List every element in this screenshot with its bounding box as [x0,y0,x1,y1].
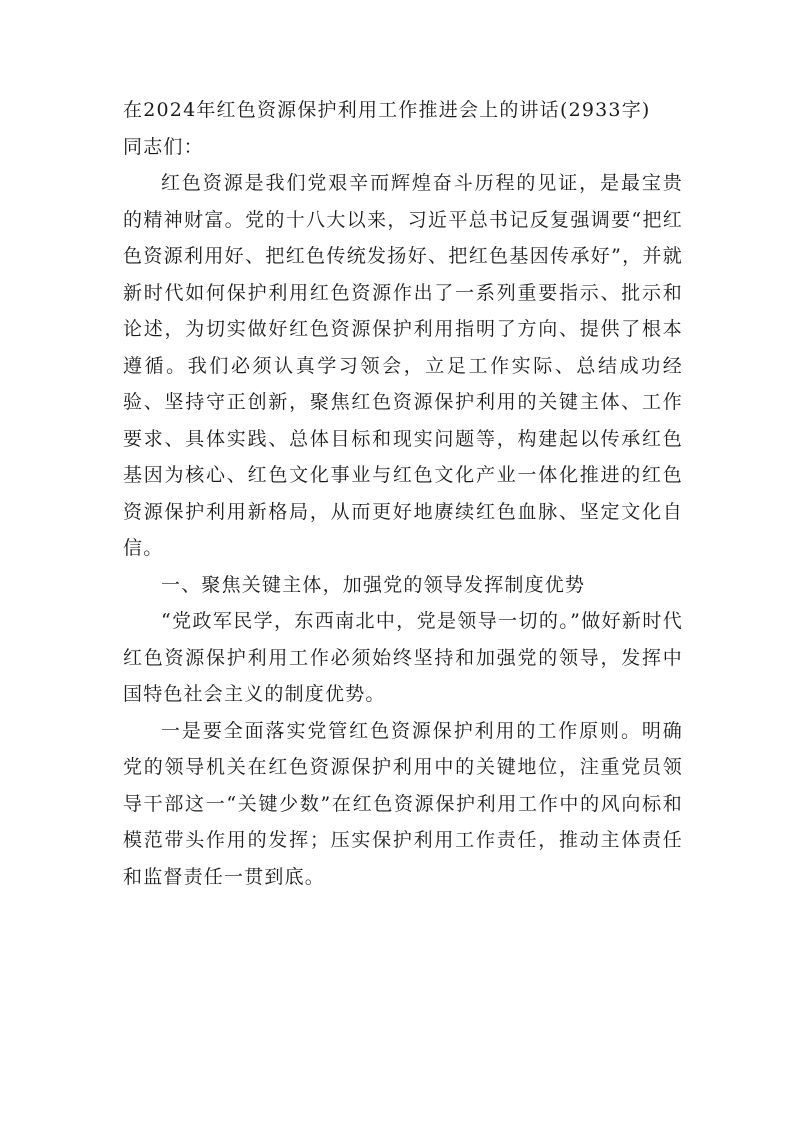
paragraph-point-1: 一是要全面落实党管红色资源保护利用的工作原则。明确党的领导机关在红色资源保护利用中的关键地位，注重党员领导干部这一“关键少数”在红色资源保护利用工作中的风向标和模范带头作用的发挥；压实保护利用工作责任，推动主体责任和监督责任一贯到底。 [123,719,683,888]
paragraph-intro: 红色资源是我们党艰辛而辉煌奋斗历程的见证，是最宝贵的精神财富。党的十八大以来，习近平总书记反复强调要“把红色资源利用好、把红色传统发扬好、把红色基因传承好”，并就新时代如何保护利用红色资源作出了一系列重要指示、批示和论述，为切实做好红色资源保护利用指明了方向、提供了根本遵循。我们必须认真学习领会，立足工作实际、总结成功经验、坚持守正创新，聚焦红色资源保护利用的关键主体、工作要求、具体实践、总体目标和现实问题等，构建起以传承红色基因为核心、红色文化事业与红色文化产业一体化推进的红色资源保护利用新格局，从而更好地赓续红色血脉、坚定文化自信。 [123,172,683,559]
document-body [123,92,683,895]
salutation: 同志们： [123,135,204,158]
document-title: 在2024年红色资源保护利用工作推进会上的讲话(2933字) [123,99,651,121]
paragraph-section-1-intro: “党政军民学，东西南北中，党是领导一切的。”做好新时代红色资源保护利用工作必须始终坚持和加强党的领导，发挥中国特色社会主义的制度优势。 [123,610,683,705]
section-heading-1: 一、聚焦关键主体，加强党的领导发挥制度优势 [161,573,586,596]
